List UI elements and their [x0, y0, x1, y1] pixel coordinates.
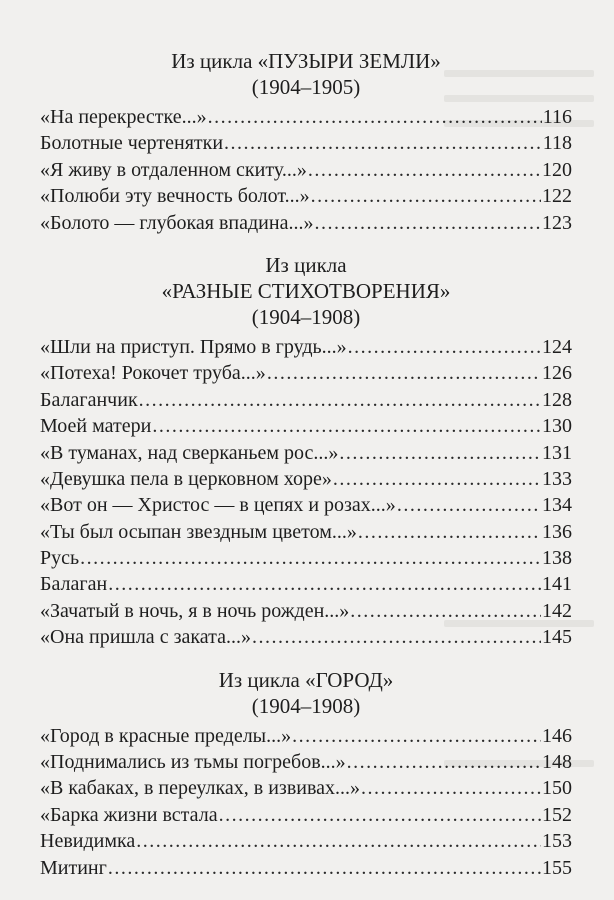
- dot-leader: [80, 545, 541, 571]
- dot-leader: [108, 855, 541, 881]
- toc-entry: [40, 130, 572, 156]
- toc-entry: [40, 413, 572, 439]
- dot-leader: [311, 183, 541, 209]
- page-number: 148: [542, 751, 572, 774]
- toc-entry: [40, 749, 572, 775]
- entry-title: Балаган: [40, 573, 108, 596]
- dot-leader: [108, 571, 541, 597]
- dot-leader: [152, 413, 541, 439]
- page-number: 138: [542, 547, 572, 570]
- page-number: 123: [542, 211, 572, 234]
- toc-entry: [40, 440, 572, 466]
- entry-title: «Ты был осыпан звездным цветом...»: [40, 520, 357, 543]
- entry-title: «На перекрестке...»: [40, 106, 207, 128]
- toc-entry: [40, 571, 572, 597]
- entry-title: «Поднимались из тьмы погребов...»: [40, 751, 346, 774]
- dot-leader: [136, 828, 541, 854]
- toc-entry: [40, 104, 572, 130]
- entry-title: «Потеха! Рокочет труба...»: [40, 362, 266, 385]
- page-number: 124: [542, 335, 572, 358]
- page-number: 146: [542, 724, 572, 747]
- entry-title: «Полюби эту вечность болот...»: [40, 185, 310, 208]
- entry-title: Балаганчик: [40, 388, 138, 411]
- page-number: 153: [542, 830, 572, 853]
- dot-leader: [308, 157, 541, 183]
- entry-title: Болотные чертенятки: [40, 132, 224, 155]
- toc-entry: [40, 855, 572, 881]
- entry-title: Моей матери: [40, 415, 152, 438]
- entry-title: «Я живу в отдаленном скиту...»: [40, 158, 307, 181]
- toc-entry: [40, 466, 572, 492]
- dot-leader: [361, 775, 541, 801]
- dot-leader: [333, 466, 541, 492]
- page-number: 120: [542, 158, 572, 181]
- cycle-title: «РАЗНЫЕ СТИХОТВОРЕНИЯ»: [161, 278, 451, 303]
- entry-title: Русь: [40, 547, 80, 570]
- entry-title: «В кабаках, в переулках, в извивах...»: [40, 777, 361, 800]
- toc-entry: [40, 157, 572, 183]
- dot-leader: [348, 334, 541, 360]
- page-number: 136: [542, 520, 572, 543]
- toc-entry: [40, 183, 572, 209]
- section-heading: [40, 48, 572, 100]
- cycle-years: (1904–1905): [251, 75, 361, 99]
- cycle-title: Из цикла «ГОРОД»: [218, 667, 394, 692]
- toc-entry: [40, 210, 572, 236]
- dot-leader: [397, 492, 541, 518]
- page-number: 141: [542, 573, 572, 596]
- dot-leader: [267, 360, 541, 386]
- dot-leader: [339, 440, 541, 466]
- toc-entry: [40, 519, 572, 545]
- toc-entry: [40, 387, 572, 413]
- page-number: 150: [542, 777, 572, 800]
- page-number: 142: [542, 599, 572, 622]
- entry-title: «Зачатый в ночь, я в ночь рожден...»: [40, 599, 350, 622]
- cycle-title: Из цикла «ПУЗЫРИ ЗЕМЛИ»: [171, 49, 441, 73]
- entry-title: «Она пришла с заката...»: [40, 626, 251, 649]
- dot-leader: [314, 210, 541, 236]
- dot-leader: [208, 104, 542, 130]
- page-number: 133: [542, 467, 572, 490]
- toc-entry: [40, 775, 572, 801]
- section-heading: [40, 667, 572, 719]
- toc-section: [40, 667, 572, 881]
- page-number: 118: [542, 132, 572, 155]
- page-number: 134: [542, 494, 572, 517]
- entry-title: «Барка жизни встала: [40, 803, 218, 826]
- page-number: 152: [542, 803, 572, 826]
- entry-title: «Болото — глубокая впадина...»: [40, 211, 314, 234]
- toc-section: [40, 48, 572, 236]
- entry-title: «Девушка пела в церковном хоре»: [40, 467, 332, 490]
- cycle-prefix: Из цикла: [265, 252, 347, 277]
- page-number: 116: [542, 106, 572, 128]
- toc-entry: [40, 828, 572, 854]
- dot-leader: [224, 130, 542, 156]
- page-number: 128: [542, 388, 572, 411]
- entry-title: «Шли на приступ. Прямо в грудь...»: [40, 335, 347, 358]
- toc-entry: [40, 802, 572, 828]
- toc-entry: [40, 545, 572, 571]
- page-number: 126: [542, 362, 572, 385]
- dot-leader: [358, 519, 541, 545]
- cycle-years: (1904–1908): [251, 693, 361, 718]
- page-number: 145: [542, 626, 572, 649]
- section-heading: [40, 252, 572, 330]
- page-number: 122: [542, 185, 572, 208]
- dot-leader: [347, 749, 541, 775]
- toc-section: [40, 252, 572, 651]
- toc-entry: [40, 598, 572, 624]
- dot-leader: [252, 624, 541, 650]
- entry-title: «Вот он — Христос — в цепях и розах...»: [40, 494, 396, 517]
- dot-leader: [139, 387, 541, 413]
- dot-leader: [219, 802, 541, 828]
- table-of-contents: [40, 48, 572, 881]
- entry-title: Митинг: [40, 856, 107, 879]
- entry-title: «В туманах, над сверканьем рос...»: [40, 441, 339, 464]
- toc-entry: [40, 492, 572, 518]
- page-number: 155: [542, 856, 572, 879]
- toc-entry: [40, 624, 572, 650]
- dot-leader: [350, 598, 541, 624]
- toc-entry: [40, 334, 572, 360]
- cycle-years: (1904–1908): [251, 304, 361, 329]
- page-number: 130: [542, 415, 572, 438]
- entry-title: Невидимка: [40, 830, 136, 853]
- entry-title: «Город в красные пределы...»: [40, 724, 292, 747]
- toc-entry: [40, 360, 572, 386]
- toc-entry: [40, 723, 572, 749]
- page-number: 131: [542, 441, 572, 464]
- dot-leader: [292, 723, 541, 749]
